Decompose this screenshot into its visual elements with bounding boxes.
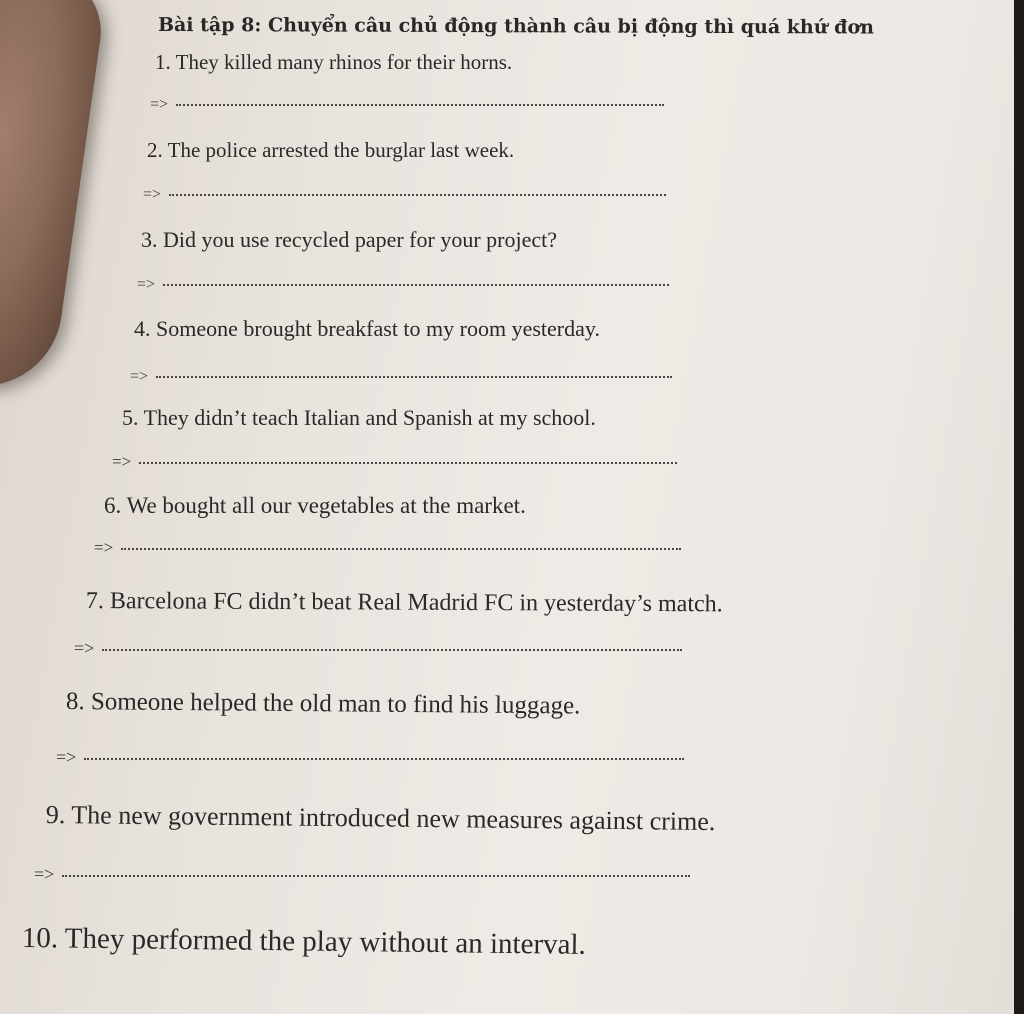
question-1: 1. They killed many rhinos for their horns. xyxy=(155,50,513,74)
answer-blank[interactable] xyxy=(169,194,666,196)
answer-blank[interactable] xyxy=(176,104,664,106)
answer-line-4 xyxy=(130,368,672,386)
answer-line-5 xyxy=(112,452,677,472)
answer-blank[interactable] xyxy=(163,284,669,286)
question-6: 6. We bought all our vegetables at the market. xyxy=(104,493,526,518)
question-9: 9. The new government introduced new measures against crime. xyxy=(45,800,716,837)
answer-arrow: => xyxy=(112,452,132,471)
finger-photo-edge xyxy=(0,0,109,396)
answer-line-2 xyxy=(143,186,666,204)
page-edge-shadow xyxy=(1014,0,1024,1014)
answer-arrow: => xyxy=(74,638,95,658)
question-10: 10. They performed the play without an interval. xyxy=(21,922,586,961)
answer-line-1 xyxy=(150,96,664,114)
answer-arrow: => xyxy=(143,186,162,203)
question-3: 3. Did you use recycled paper for your project? xyxy=(141,227,558,252)
question-5: 5. They didn’t teach Italian and Spanish at my school. xyxy=(122,405,596,430)
answer-blank[interactable] xyxy=(62,875,690,877)
answer-arrow: => xyxy=(150,96,169,113)
answer-blank[interactable] xyxy=(156,376,672,378)
answer-line-8 xyxy=(56,747,684,768)
answer-line-9 xyxy=(34,864,690,885)
question-8: 8. Someone helped the old man to find his luggage. xyxy=(65,688,581,720)
question-2: 2. The police arrested the burglar last week. xyxy=(147,138,515,162)
answer-blank[interactable] xyxy=(121,548,681,550)
answer-arrow: => xyxy=(56,747,77,767)
answer-line-7 xyxy=(74,638,682,659)
answer-blank[interactable] xyxy=(84,758,684,760)
answer-arrow: => xyxy=(34,864,55,884)
answer-arrow: => xyxy=(94,538,114,557)
answer-line-3 xyxy=(137,276,669,294)
answer-line-6 xyxy=(94,538,681,558)
answer-arrow: => xyxy=(137,276,156,293)
exercise-title: Bài tập 8: Chuyển câu chủ động thành câu bị động thì quá khứ đơn xyxy=(157,14,875,39)
answer-blank[interactable] xyxy=(139,462,677,464)
question-4: 4. Someone brought breakfast to my room yesterday. xyxy=(134,316,600,341)
answer-arrow: => xyxy=(130,368,149,385)
answer-blank[interactable] xyxy=(102,649,682,651)
question-7: 7. Barcelona FC didn’t beat Real Madrid FC in yesterday’s match. xyxy=(85,588,723,618)
